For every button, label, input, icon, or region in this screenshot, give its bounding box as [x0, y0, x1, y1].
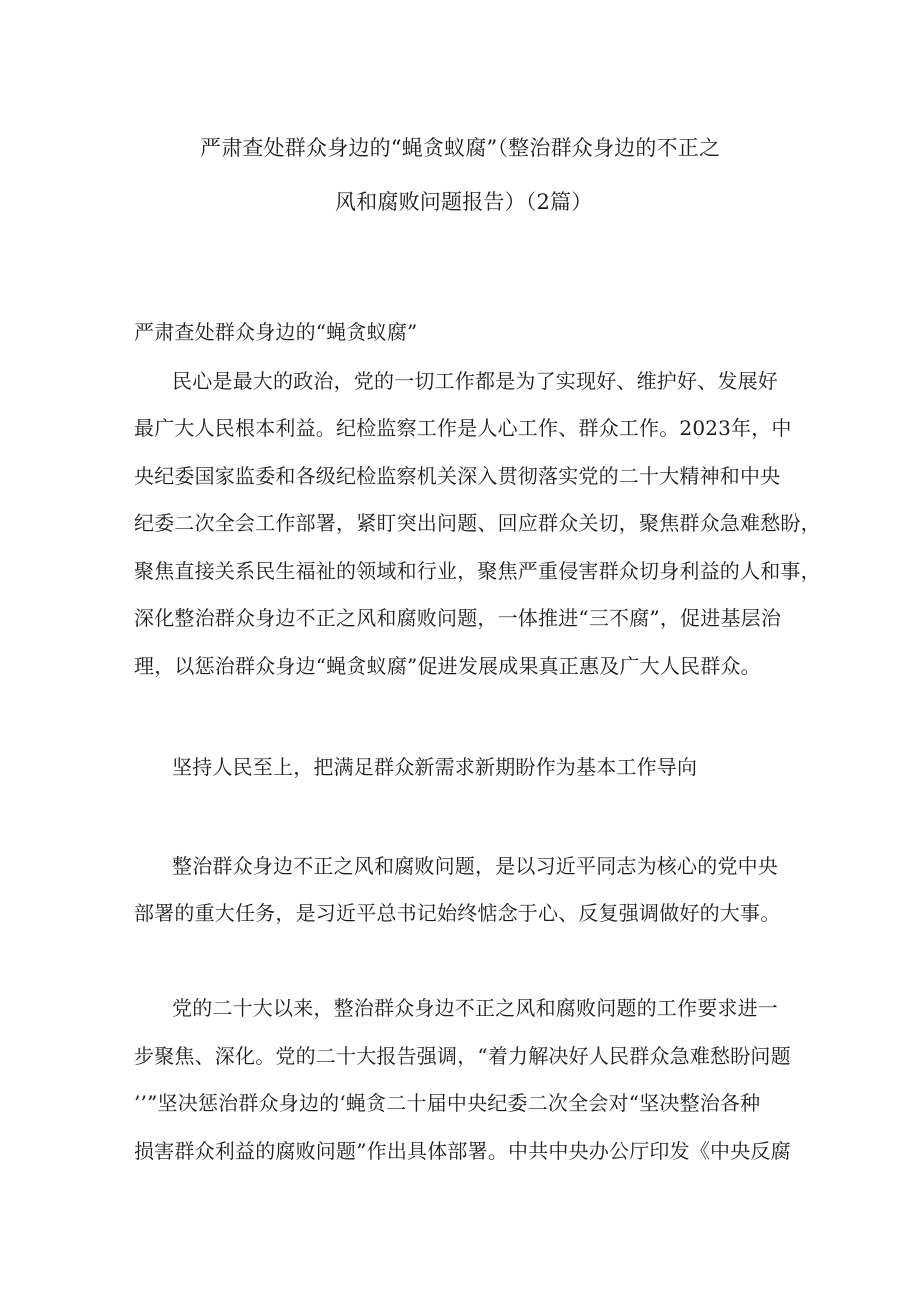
subheading: 坚持人民至上，把满足群众新需求新期盼作为基本工作导向: [172, 755, 698, 779]
paragraph-3-line-3: ’’”坚决惩治群众身边的‘蝇贪二十届中央纪委二次全会对“坚决整治各种: [134, 1091, 761, 1115]
paragraph-2-line-1: 整治群众身边不正之风和腐败问题，是以习近平同志为核心的党中央: [172, 854, 778, 878]
document-title-line-2: 风和腐败问题报告）（2篇）: [335, 190, 593, 214]
paragraph-3-line-4: 损害群众利益的腐败问题”作出具体部署。中共中央办公厅印发《中央反腐: [134, 1139, 791, 1163]
paragraph-1-line-5: 聚焦直接关系民生福祉的领域和行业，聚焦严重侵害群众切身利益的人和事，: [134, 559, 821, 583]
paragraph-3-line-2: 步聚焦、深化。党的二十大报告强调，“着力解决好人民群众急难愁盼问题: [134, 1044, 791, 1068]
paragraph-3-line-1: 党的二十大以来，整治群众身边不正之风和腐败问题的工作要求进一: [172, 996, 778, 1020]
paragraph-1-line-1: 民心是最大的政治，党的一切工作都是为了实现好、维护好、发展好: [172, 369, 778, 393]
paragraph-1-line-6: 深化整治群众身边不正之风和腐败问题，一体推进“三不腐”，促进基层治: [134, 606, 782, 630]
document-title-line-1: 严肃查处群众身边的“蝇贪蚁腐”（整治群众身边的不正之: [200, 136, 721, 160]
paragraph-1-line-2: 最广大人民根本利益。纪检监察工作是人心工作、群众工作。2023年，中: [134, 416, 792, 440]
paragraph-1-line-7: 理，以惩治群众身边“蝇贪蚁腐”促进发展成果真正惠及广大人民群众。: [134, 654, 761, 678]
paragraph-2-line-2: 部署的重大任务，是习近平总书记始终惦念于心、反复强调做好的大事。: [134, 901, 781, 925]
section-heading: 严肃查处群众身边的“蝇贪蚁腐”: [134, 320, 418, 344]
paragraph-1-line-3: 央纪委国家监委和各级纪检监察机关深入贯彻落实党的二十大精神和中央: [134, 464, 781, 488]
paragraph-1-line-4: 纪委二次全会工作部署，紧盯突出问题、回应群众关切，聚焦群众急难愁盼，: [134, 511, 821, 535]
